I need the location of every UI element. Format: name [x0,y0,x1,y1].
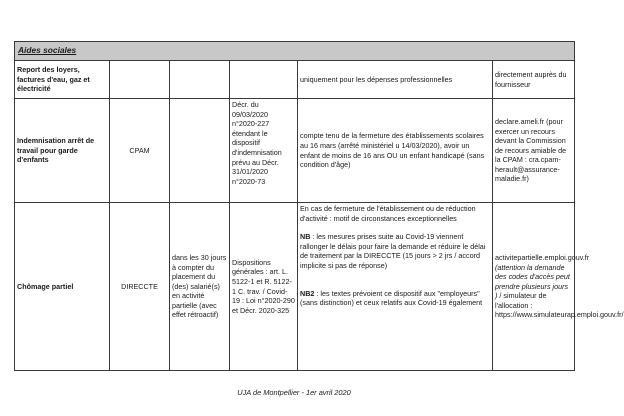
row-label: Report des loyers, factures d'eau, gaz et électricité [15,61,110,99]
contact-cell [493,203,624,371]
table-row [15,203,575,371]
page-footer: UJA de Montpellier - 1er avril 2020 [237,388,351,397]
contact-warning: (attention la demande des codes d'accès peut prendre plusieurs jours ) [495,262,570,301]
textes-cell: Décr. du 09/03/2020 n°2020-227 étendant le dispositif d'indemnisation prévu au Décr. 31/01/2020 n°2020-73 [230,99,298,203]
textes-cell [230,61,298,99]
beneficiaires-cell [170,99,230,203]
table-row [15,61,575,99]
conditions-cell: compte tenu de la fermeture des établissements scolaires au 16 mars (arrêté ministériel u 14/03/2020), avoir un enfant de moins de 16 ans OU un enfant handicapé (sans condition d'âge) [298,99,493,203]
conditions-paragraph: En cas de fermeture de l'établissement ou de réduction d'activité : motif de circonstances exceptionnelles [300,204,476,223]
row-label: Indemnisation arrêt de travail pour garde d'enfants [15,99,110,203]
nb-label: NB [300,232,311,242]
conditions-nb-note [300,232,490,270]
organisme-cell [110,61,170,99]
contact-site: activitepartielle.emploi.gouv.fr [495,252,590,262]
section-header-row [15,42,575,61]
conditions-cell [298,203,493,371]
table-row [15,99,575,203]
contact-cell: directement auprès du fournisseur [493,61,575,99]
section-title: Aides sociales [15,42,575,61]
conditions-nb2-note [300,289,490,308]
beneficiaires-cell: dans les 30 jours à compter du placement du (des) salarié(s) en activité partielle (avec effet rétroactif) [170,203,230,371]
contact-simulator: / simulateur de l'allocation : https://www.simulateurap.emploi.gouv.fr/ [495,291,624,320]
contact-cell: declare.ameli.fr (pour exercer un recours devant la Commission de recours amiable de la CPAM : cra.cpam-herault@assurance-maladie.fr) [493,99,575,203]
nb2-text: : les textes prévoient ce dispositif aux "employeurs" (sans distinction) et ceux relatifs aux Covid-19 également [300,288,483,308]
organisme-cell: CPAM [110,99,170,203]
row-label: Chômage partiel [15,203,110,371]
aides-sociales-table [14,41,624,371]
nb-text: : les mesures prises suite au Covid-19 viennent rallonger le délais pour faire la demande et réduire le délai de traitement par la DIRECCTE (15 jours > 2 jrs / accord implicite si pas de réponse) [300,232,486,270]
organisme-cell: DIRECCTE [110,203,170,371]
textes-cell: Dispositions générales : art. L. 5122-1 et R. 5122-1 C. trav. / Covid-19 : Loi n°2020-290 et Décr. 2020-325 [230,203,298,371]
beneficiaires-cell [170,61,230,99]
nb2-label: NB2 [300,288,315,298]
aides-sociales-table-wrapper [14,41,624,371]
conditions-cell: uniquement pour les dépenses professionnelles [298,61,493,99]
